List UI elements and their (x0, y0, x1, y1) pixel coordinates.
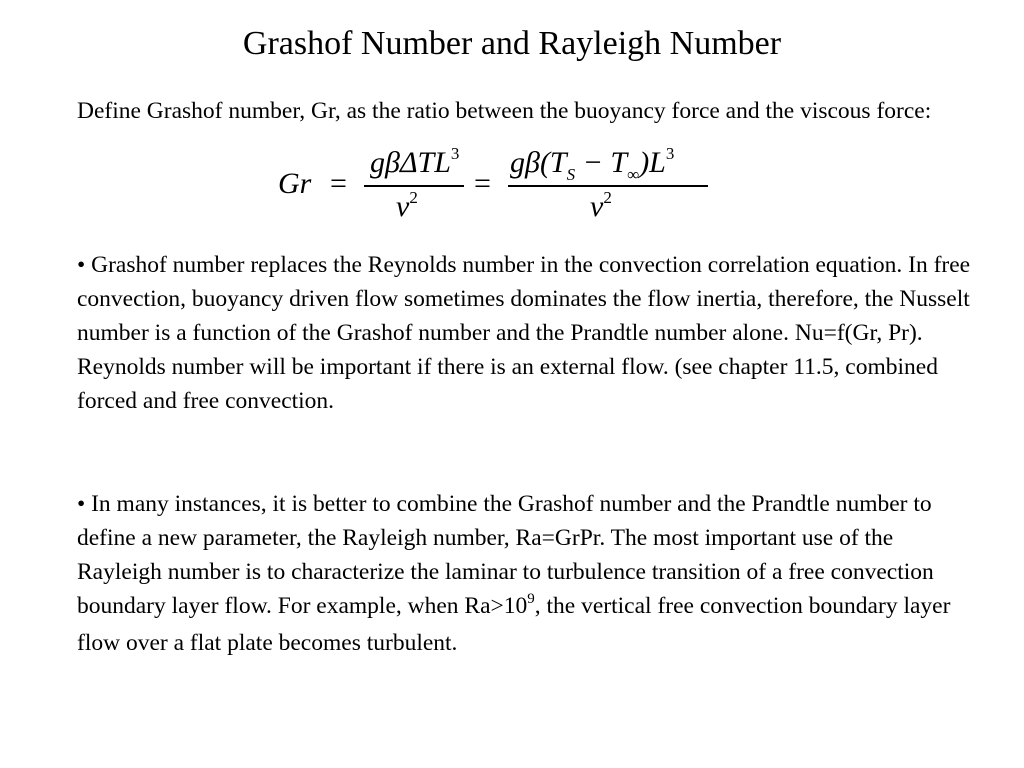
fraction2-subscript-s: S (566, 165, 576, 184)
grashof-equation (278, 142, 718, 234)
fraction2-denominator-main: ν (590, 190, 604, 223)
fraction1-denominator (396, 190, 418, 224)
bullet-rayleigh-number (77, 487, 977, 660)
intro-paragraph: Define Grashof number, Gr, as the ratio between the buoyancy force and the viscous force: (77, 98, 932, 124)
fraction2-subscript-infinity: ∞ (627, 165, 640, 184)
fraction2-numerator-c: )L (639, 146, 666, 179)
fraction2-numerator (510, 144, 675, 184)
fraction1-denominator-main: ν (396, 190, 410, 223)
fraction1-bar (364, 185, 464, 187)
equation-lhs: Gr (278, 167, 312, 200)
fraction2-denominator-exponent: 2 (603, 188, 612, 207)
bullet2-text-after: , the vertical free convection boundary layer flow over a flat plate becomes turbulent. (77, 593, 951, 656)
fraction1-numerator-exponent: 3 (450, 144, 460, 163)
fraction1-numerator-main: gβΔTL (370, 146, 451, 179)
fraction2-bar (508, 185, 708, 187)
slide-title: Grashof Number and Rayleigh Number (242, 25, 782, 62)
fraction2-numerator-exponent: 3 (665, 144, 675, 163)
bullet-grashof-replaces-reynolds: • Grashof number replaces the Reynolds number in the convection correlation equation. In free convection, buoyancy driven flow sometimes dominates the flow inertia, therefore, the Nusselt number is a function of the Grashof number and the Prandtle number alone. Nu=f(Gr, Pr). Reynolds number will be important if there is an external flow. (see chapter 11.5, combined forced and free convection. (77, 252, 971, 414)
equals-sign-2: = (474, 167, 491, 200)
fraction2-numerator-b: − T (575, 146, 628, 179)
bullet2-exponent: 9 (527, 591, 535, 607)
fraction2-numerator-a: gβ(T (510, 146, 567, 179)
fraction1-denominator-exponent: 2 (409, 188, 418, 207)
fraction2-denominator (590, 190, 612, 224)
equals-sign-1: = (330, 167, 347, 200)
fraction1-numerator (370, 146, 459, 180)
bullet2-text-before: • In many instances, it is better to combine the Grashof number and the Prandtle number to define a new parameter, the Rayleigh number, Ra=GrPr. The most important use of the Rayleigh number is to characterize the laminar to turbulence transition of a free convection boundary layer flow. For example, when Ra>10 (77, 491, 934, 619)
